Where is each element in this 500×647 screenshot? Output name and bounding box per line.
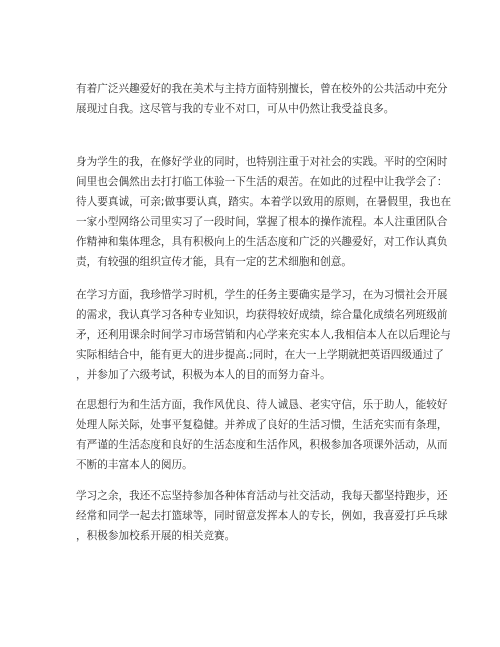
paragraph-4 bbox=[76, 395, 448, 475]
text-line: 身为学生的我，在修好学业的同时，也特别注重于对社会的实践。平时的空闲时 bbox=[76, 156, 448, 168]
text-line: 有着广泛兴趣爱好的我在美术与主持方面特别擅长，曾在校外的公共活动中充分 bbox=[76, 83, 448, 95]
text-line: 在思想行为和生活方面，我作风优良、待人诚恳、老实守信，乐于助人，能较好 bbox=[76, 399, 448, 411]
text-line: 处理人际关际，处事平复稳健。并养成了良好的生活习惯，生活充实而有条理， bbox=[76, 419, 448, 431]
text-line: 学习之余，我还不忘坚持参加各种体育活动与社交活动，我每天都坚持跑步，还 bbox=[76, 490, 448, 502]
text-line: ，积极参加校系开展的相关竞赛。 bbox=[76, 530, 236, 542]
text-line: 经常和同学一起去打篮球等，同时留意发挥本人的专长，例如，我喜爱打乒乓球 bbox=[76, 510, 448, 522]
text-line: 展现过自我。这尽管与我的专业不对口，可从中仍然让我受益良多。 bbox=[76, 103, 395, 115]
paragraph-5 bbox=[76, 486, 448, 546]
text-line: 责，有较强的组织宣传才能，具有一定的艺术细胞和创意。 bbox=[76, 256, 352, 268]
text-line: 有严谨的生活态度和良好的生活态度和生活作风，积极参加各项课外活动，从而 bbox=[76, 439, 448, 451]
text-line: 待人要真诚，可亲;做事要认真，踏实。本着学以致用的原则，在暑假里，我也在 bbox=[76, 196, 452, 208]
text-line: 在学习方面，我珍惜学习时机，学生的任务主要确实是学习，在为习惯社会开展 bbox=[76, 289, 448, 301]
paragraph-2 bbox=[76, 152, 452, 272]
text-line: 实际相结合中，能有更大的进步提高.;同时，在大一上学期就把英语四级通过了 bbox=[76, 349, 444, 361]
text-line: 的需求，我认真学习各种专业知识，均获得较好成绩，综合量化成绩名列班级前 bbox=[76, 309, 448, 321]
paragraph-1 bbox=[76, 79, 448, 119]
text-line: ，并参加了六级考试，积极为本人的目的而努力奋斗。 bbox=[76, 369, 331, 381]
text-line: 间里也会偶然出去打打临工体验一下生活的艰苦。在如此的过程中让我学会了： bbox=[76, 176, 448, 188]
text-line: 不断的丰富本人的阅历。 bbox=[76, 459, 193, 471]
text-line: 矛，还利用课余时间学习市场营销和内心学来充实本人,我相信本人在以后理论与 bbox=[76, 329, 451, 341]
text-line: 一家小型网络公司里实习了一段时间，掌握了根本的操作流程。本人注重团队合 bbox=[76, 216, 448, 228]
paragraph-3 bbox=[76, 285, 451, 385]
text-line: 作精神和集体理念，具有积极向上的生活态度和广泛的兴趣爱好，对工作认真负 bbox=[76, 236, 448, 248]
